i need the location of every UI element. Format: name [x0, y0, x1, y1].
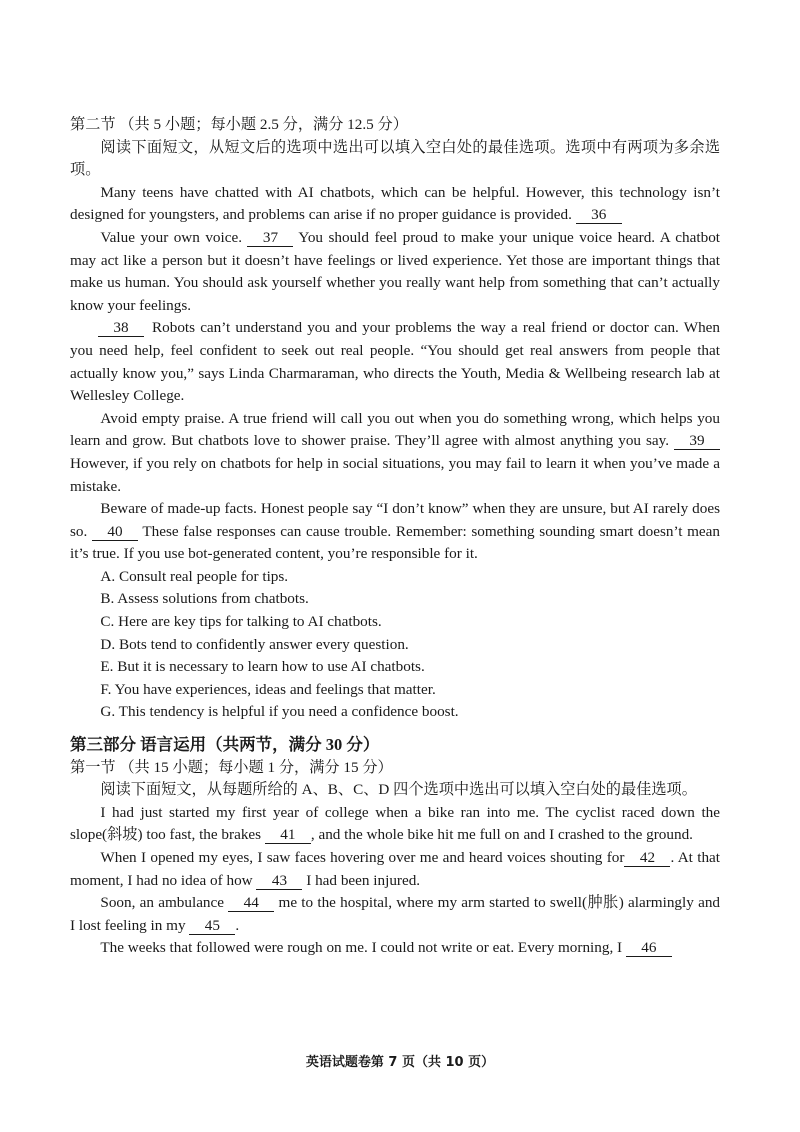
option-g: G. This tendency is helpful if you need a confidence boost.: [100, 703, 459, 721]
part3-heading: 第三部分 语言运用（共两节，满分 30 分）: [70, 735, 380, 755]
option-d: D. Bots tend to confidently answer every question.: [100, 635, 409, 653]
paragraph-text: Beware of made-up facts. Honest people say “I don’t know” when they are unsure, but AI rarely does so.: [70, 500, 720, 540]
blank-36: 36: [576, 206, 622, 224]
paragraph-text: Value your own voice.: [100, 228, 243, 246]
blank-40: 40: [92, 523, 138, 541]
paragraph-text: , and the whole bike hit me full on and I crashed to the ground.: [310, 826, 693, 844]
paragraph-text: You should feel proud to make your unique voice heard. A chatbot may act like a person but it doesn’t have feelings or lived experience. Yet those are important things that make us human. You should ask yourself whether you really want help from something that can’t actually know your feelings.: [70, 228, 721, 314]
blank-44: 44: [228, 894, 274, 912]
paragraph-text: When I opened my eyes, I saw faces hovering over me and heard voices shouting for: [100, 849, 625, 866]
paragraph-text: Avoid empty praise. A true friend will call you out when you do something wrong, which helps you learn and grow. But chatbots love to shower praise. They’ll agree with almost anything you say.: [70, 409, 720, 450]
passage-paragraph-5: [70, 498, 720, 566]
blank-41: 41: [265, 826, 311, 844]
blank-39: 39: [674, 432, 720, 450]
part3-section1-heading: 第一节 （共 15 小题；每小题 1 分，满分 15 分）: [70, 758, 393, 776]
option-b: B. Assess solutions from chatbots.: [100, 590, 309, 608]
paragraph-text: The weeks that followed were rough on me. I could not write or eat. Every morning, I: [100, 939, 623, 957]
option-a: A. Consult real people for tips.: [100, 567, 289, 585]
section2-heading: 第二节 （共 5 小题；每小题 2.5 分，满分 12.5 分）: [70, 116, 408, 133]
paragraph-text: I had just started my first year of college when a bike ran into me. The cyclist raced down the slope(斜坡) too fast, the brakes: [70, 803, 720, 844]
blank-42: 42: [624, 849, 670, 867]
paragraph-text: However, if you rely on chatbots for help in social situations, you may fail to learn it when you’ve made a mistake.: [70, 454, 720, 495]
cloze-paragraph-1: [70, 802, 720, 847]
paragraph-text: me to the hospital, where my arm started to swell(肿胀) alarmingly and I lost feeling in my: [70, 894, 721, 934]
option-c: C. Here are key tips for talking to AI chatbots.: [100, 613, 382, 631]
blank-37: 37: [247, 229, 293, 247]
paragraph-text: Robots can’t understand you and your problems the way a real friend or doctor can. When you need help, feel confident to seek out real people. “You should get real answers from people that actually know you,” says Linda Charmaraman, who directs the Youth, Media & Wellbeing research lab at Wellesley College.: [70, 319, 720, 405]
passage-paragraph-4: [70, 408, 720, 498]
passage-paragraph-2: [70, 227, 720, 317]
blank-45: 45: [189, 917, 235, 935]
blank-38: 38: [98, 319, 144, 337]
option-e: E. But it is necessary to learn how to use AI chatbots.: [100, 658, 425, 676]
paragraph-text: . At that moment, I had no idea of how: [70, 849, 720, 889]
paragraph-text: These false responses can cause trouble. Remember: something sounding smart doesn’t mean it’s true. If you use bot-generated content, you’re responsible for it.: [70, 522, 721, 563]
paragraph-text: Many teens have chatted with AI chatbots, which can be helpful. However, this technology isn’t designed for youngsters, and problems can arise if no proper guidance is provided.: [70, 183, 720, 224]
page-content: [70, 114, 720, 960]
option-f: F. You have experiences, ideas and feelings that matter.: [100, 680, 436, 698]
cloze-paragraph-4: [70, 937, 720, 960]
section2-instruction: 阅读下面短文，从短文后的选项中选出可以填入空白处的最佳选项。选项中有两项为多余选项。: [70, 138, 720, 179]
paragraph-text: Soon, an ambulance: [100, 894, 225, 912]
paragraph-text: I had been injured.: [306, 871, 421, 889]
passage-paragraph-3: [70, 317, 720, 407]
cloze-paragraph-2: [70, 847, 720, 892]
blank-43: 43: [256, 872, 302, 890]
blank-46: 46: [626, 939, 672, 957]
part3-instruction: 阅读下面短文，从每题所给的 A、B、C、D 四个选项中选出可以填入空白处的最佳选项。: [100, 781, 697, 799]
passage-paragraph-1: [70, 182, 720, 227]
cloze-paragraph-3: [70, 892, 720, 937]
page-footer: 英语试题卷第 7 页（共 10 页）: [305, 1055, 495, 1070]
paragraph-text: .: [235, 916, 240, 934]
